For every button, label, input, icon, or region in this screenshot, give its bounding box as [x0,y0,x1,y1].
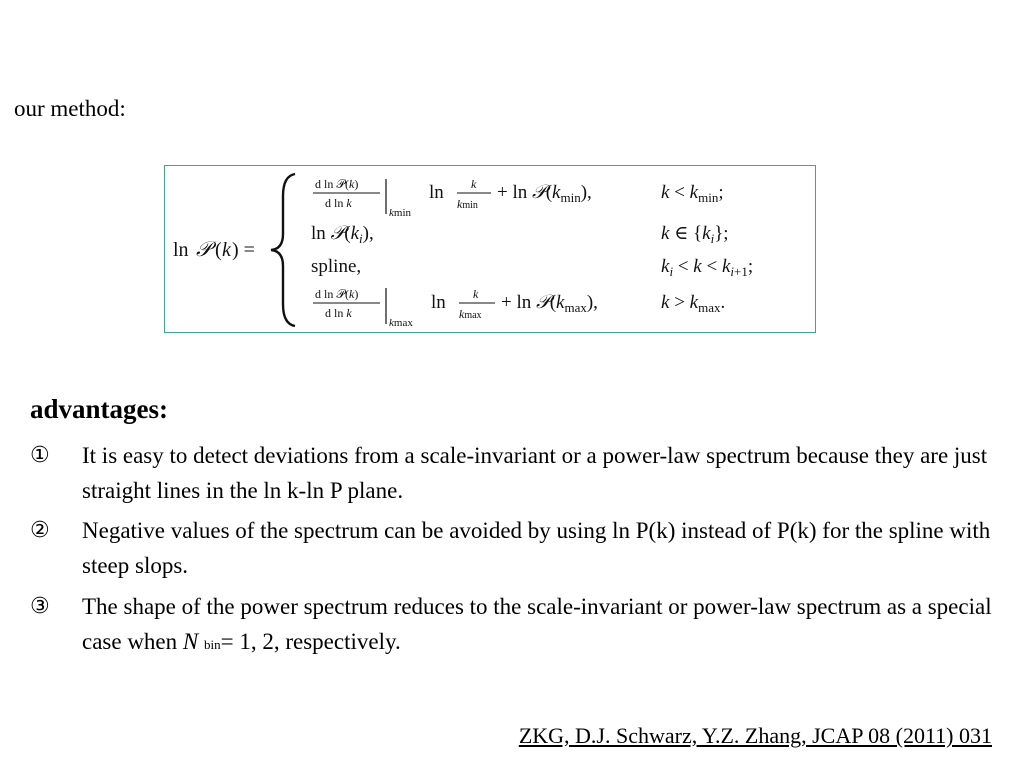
svg-text:kmax: kmax [459,307,482,321]
svg-text:𝒫: 𝒫 [196,237,212,261]
advantages-heading: advantages: [30,394,169,424]
circled-number-2: ② [30,518,50,543]
left-brace [271,174,295,326]
bin-subscript: bin [204,637,221,652]
equation-case-4 [313,287,725,329]
intro-label: our method: [14,96,126,121]
advantage-text-3-main: The shape of the power spectrum reduces to the scale-invariant or power-law spectrum as a special case when [82,594,992,654]
svg-text:ln: ln [431,292,446,313]
svg-text:k: k [222,239,231,261]
advantage-text-3-end: = 1, 2, respectively. [220,629,401,654]
svg-text:k ∈ {ki};: k ∈ $\{k_i\}$; [661,223,729,246]
svg-text:spline,: spline, [311,256,362,277]
equation-case-3 [311,256,753,279]
equation-case-1 [313,177,724,219]
advantage-text-2: Negative values of the spectrum can be avoided by using ln P(k) instead of P(k) for the spline with steep slops. [82,518,991,578]
svg-text:kmin: kmin [457,197,478,211]
svg-text:ki < k < ki+1;: $k_i < k < k_{i+1}$; [661,256,754,279]
svg-text:+ ln 𝒫(kmin),: + $\ln 𝒫(k_{min})$, [497,181,592,205]
svg-text:(: ( [215,239,222,261]
svg-text:d ln k: d ln k [325,196,352,210]
advantage-text-1: It is easy to detect deviations from a scale-invariant or a power-law spectrum because they are just straight lines in the ln k-ln P plane. [82,443,988,503]
svg-text:k > kmax.: $k > k_{max}$. [661,292,726,315]
svg-text:k < kmin;: $k < k_{min}$; [661,182,724,205]
svg-text:k: k [471,177,477,191]
svg-text:ln: ln [173,239,189,261]
advantage-text-3 [82,589,997,662]
circled-number-1: ① [30,443,50,468]
svg-text:d ln k: d ln k [325,306,352,320]
equation-case-2 [311,222,729,246]
svg-text:kmin: kmin [389,207,412,219]
circled-number-3: ③ [30,594,50,619]
equation-box [164,165,816,333]
svg-text:ln 𝒫(ki),: $\ln 𝒫(k_i)$, [311,222,374,246]
piecewise-equation [165,166,817,334]
svg-text:kmax: kmax [389,317,413,329]
svg-text:k: k [473,287,479,301]
reference-link[interactable]: ZKG, D.J. Schwarz, Y.Z. Zhang, JCAP 08 (2011) 031 [518,723,992,748]
svg-text:) =: ) = [232,239,255,261]
svg-text:ln: ln [429,182,444,203]
svg-text:+ ln 𝒫(kmax),: + $\ln 𝒫(k_{max})$, [501,291,598,315]
svg-text:d ln 𝒫(k): d ln 𝒫(k) [315,177,359,191]
equation-lhs [173,237,255,261]
svg-text:d ln 𝒫(k): d ln 𝒫(k) [315,287,359,301]
n-variable: N [182,629,199,654]
